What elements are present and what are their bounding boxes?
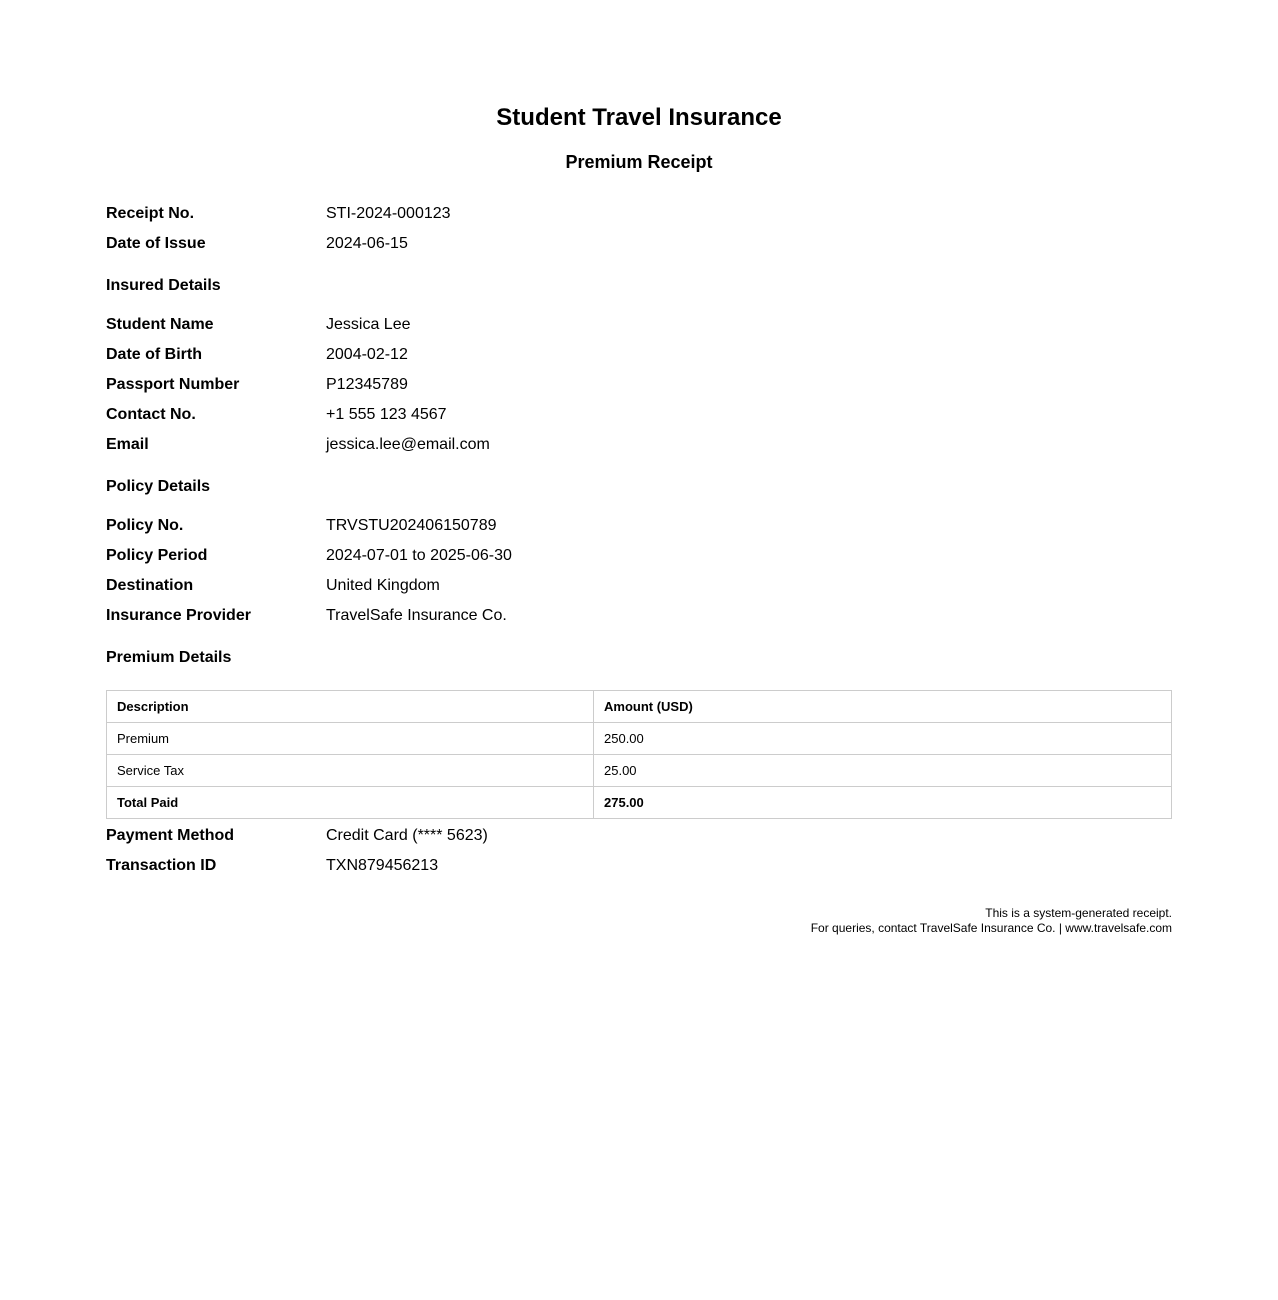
field-value: P12345789 [326,376,408,393]
table-cell: Premium [107,723,594,755]
premium-table [106,690,1172,819]
field-label: Student Name [106,316,214,333]
student-name-row [106,310,1172,340]
field-value: 2024-07-01 to 2025-06-30 [326,547,512,564]
table-row [107,755,1172,787]
destination-row [106,571,1172,601]
field-value: 2004-02-12 [326,346,408,363]
payment-details [106,821,1172,881]
field-label: Date of Issue [106,235,206,252]
table-cell: Service Tax [107,755,594,787]
date-of-birth-row [106,340,1172,370]
field-label: Destination [106,577,194,594]
field-value: TXN879456213 [326,857,439,874]
field-value: jessica.lee@email.com [326,436,490,453]
field-value: TRVSTU202406150789 [326,517,497,534]
policy-number-row [106,511,1172,541]
premium-details-heading: Premium Details [106,649,232,666]
policy-period-row [106,541,1172,571]
receipt-info [106,199,1172,259]
field-label: Date of Birth [106,346,202,363]
receipt-number-row [106,199,1172,229]
receipt-page [106,0,1172,936]
passport-number-row [106,370,1172,400]
table-cell: 25.00 [594,755,1172,787]
field-label: Policy Period [106,547,208,564]
field-label: Contact No. [106,406,196,423]
column-header: Amount (USD) [594,691,1172,723]
table-cell: 275.00 [594,787,1172,819]
field-label: Receipt No. [106,205,195,222]
date-of-issue-row [106,229,1172,259]
field-label: Email [106,436,149,453]
table-row [107,723,1172,755]
table-cell: Total Paid [107,787,594,819]
footer-contact: For queries, contact TravelSafe Insurance Co. | www.travelsafe.com [810,921,1172,935]
total-row [107,787,1172,819]
field-value: United Kingdom [326,577,440,594]
field-value: 2024-06-15 [326,235,408,252]
table-cell: 250.00 [594,723,1172,755]
field-label: Payment Method [106,827,235,844]
footer [106,906,1172,936]
email-row [106,430,1172,460]
field-value: +1 555 123 4567 [326,406,447,423]
page-title: Student Travel Insurance [496,104,782,131]
page-subtitle: Premium Receipt [565,152,713,172]
policy-details-heading: Policy Details [106,478,211,495]
footer-note: This is a system-generated receipt. [985,906,1172,920]
insured-details-heading: Insured Details [106,277,221,294]
field-value: STI-2024-000123 [326,205,451,222]
table-header-row [107,691,1172,723]
field-value: Credit Card (**** 5623) [326,827,488,844]
field-label: Transaction ID [106,857,217,874]
insurance-provider-row [106,601,1172,631]
field-label: Insurance Provider [106,607,251,624]
policy-details [106,511,1172,631]
field-label: Passport Number [106,376,240,393]
column-header: Description [107,691,594,723]
contact-number-row [106,400,1172,430]
field-value: TravelSafe Insurance Co. [326,607,507,624]
field-label: Policy No. [106,517,184,534]
field-value: Jessica Lee [326,316,411,333]
insured-details [106,310,1172,460]
transaction-id-row [106,851,1172,881]
payment-method-row [106,821,1172,851]
